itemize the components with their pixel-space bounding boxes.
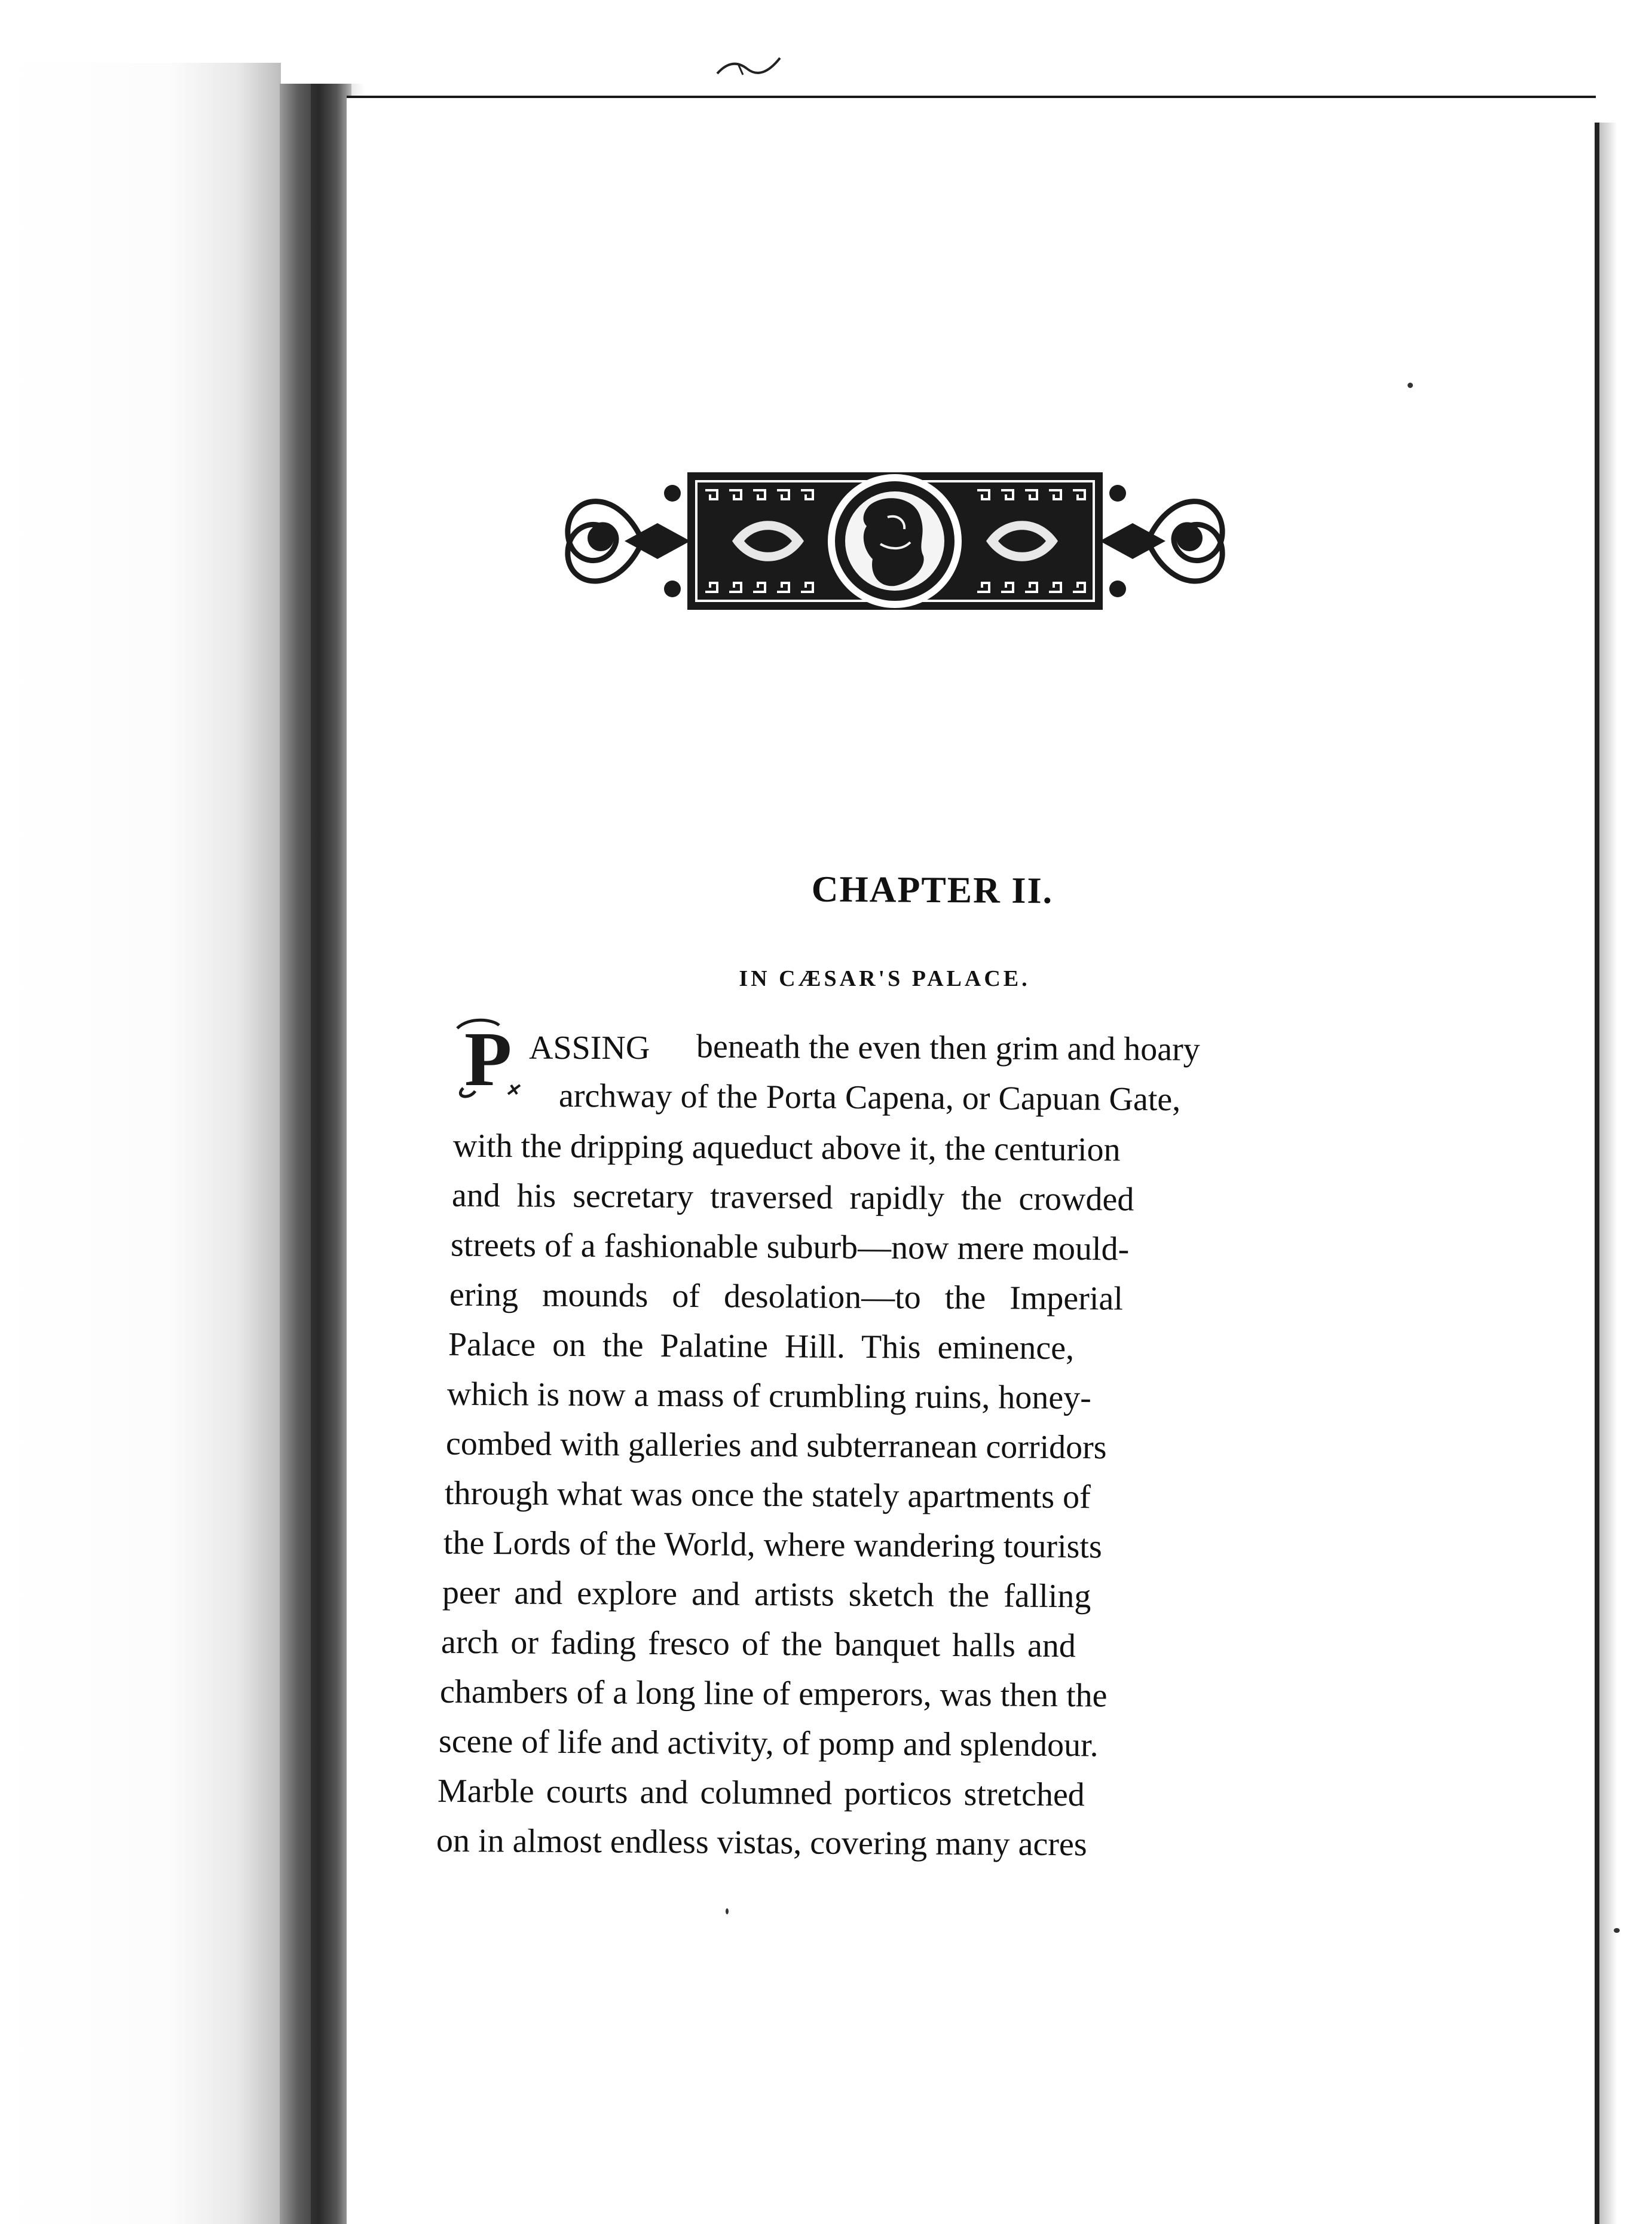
body-line: with the dripping aqueduct above it, the centurion xyxy=(452,1127,1121,1169)
drop-cap-glyph: P xyxy=(464,1016,512,1100)
scan-speck xyxy=(1614,1928,1620,1933)
page-edge xyxy=(1595,123,1599,2224)
body-line: scene of life and activity, of pomp and splendour. xyxy=(438,1722,1099,1764)
body-line: on in almost endless vistas, covering many acres xyxy=(436,1822,1087,1863)
drop-cap-letter xyxy=(451,1016,529,1100)
ornament-headpiece-icon xyxy=(553,439,1237,643)
pen-mark-icon xyxy=(714,51,792,81)
body-line: streets of a fashionable suburb—now mere mould- xyxy=(450,1226,1130,1268)
drop-cap-word: ASSING xyxy=(529,1029,650,1067)
body-line: beneath the even then grim and hoary xyxy=(696,1028,1200,1068)
body-line: archway of the Porta Capena, or Capuan Gate, xyxy=(558,1077,1181,1119)
scan-speck xyxy=(726,1908,729,1914)
body-line: combed with galleries and subterranean corridors xyxy=(445,1425,1107,1467)
body-line: through what was once the stately apartments of xyxy=(444,1474,1091,1516)
left-page-fragment xyxy=(0,0,281,2224)
body-line: and his secretary traversed rapidly the crowded xyxy=(451,1177,1134,1218)
chapter-subtitle: IN CÆSAR'S PALACE. xyxy=(739,966,1030,991)
body-line: Marble courts and columned porticos stretched xyxy=(437,1772,1085,1814)
page-edge-shadow xyxy=(1599,123,1617,2224)
body-line: Palace on the Palatine Hill. This eminence, xyxy=(448,1325,1075,1367)
body-line: chambers of a long line of emperors, was then the xyxy=(439,1673,1108,1715)
body-line: which is now a mass of crumbling ruins, honey- xyxy=(446,1375,1092,1417)
body-line: arch or fading fresco of the banquet halls and xyxy=(440,1623,1076,1665)
scan-speck xyxy=(1408,383,1413,388)
body-line: the Lords of the World, where wandering tourists xyxy=(443,1524,1102,1566)
chapter-title: CHAPTER II. xyxy=(811,869,1054,912)
body-line: ering mounds of desolation—to the Imperial xyxy=(449,1276,1124,1318)
body-line: peer and explore and artists sketch the falling xyxy=(442,1574,1091,1615)
